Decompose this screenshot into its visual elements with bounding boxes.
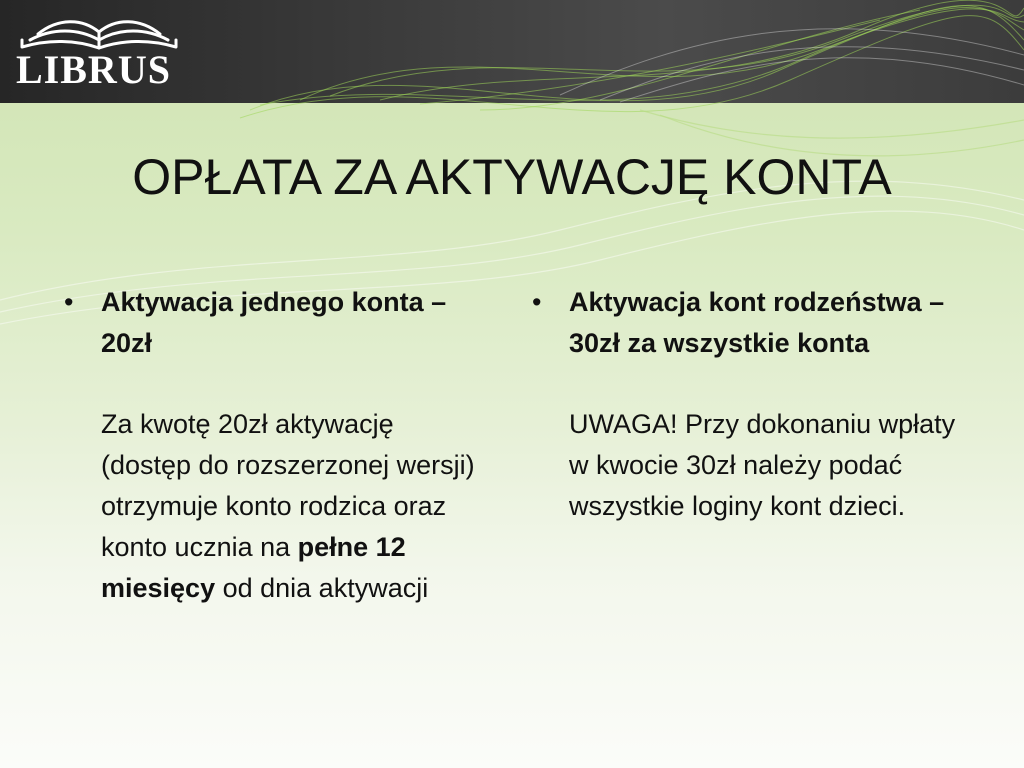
bullet-icon: •	[64, 287, 74, 317]
left-heading: Aktywacja jednego konta – 20zł	[101, 287, 447, 358]
left-body	[101, 404, 484, 609]
left-column	[64, 282, 484, 609]
logo-text: LIBRUS	[16, 47, 171, 92]
right-bullet-item	[532, 282, 972, 364]
right-heading: Aktywacja kont rodzeństwa – 30zł za wszystkie konta	[569, 287, 945, 358]
bullet-icon: •	[532, 287, 542, 317]
left-body-part1: Za kwotę 20zł aktywację (dostęp do rozszerzonej wersji) otrzymuje konto rodzica oraz konto ucznia na	[101, 409, 475, 562]
right-column	[532, 282, 972, 527]
right-body: UWAGA! Przy dokonaniu wpłaty w kwocie 30zł należy podać wszystkie loginy kont dzieci.	[569, 409, 956, 521]
left-body-bold: pełne 12 miesięcy	[101, 532, 406, 603]
left-body-part2: od dnia aktywacji	[215, 573, 429, 603]
slide-title: OPŁATA ZA AKTYWACJĘ KONTA	[132, 149, 892, 205]
left-bullet-item	[64, 282, 484, 364]
